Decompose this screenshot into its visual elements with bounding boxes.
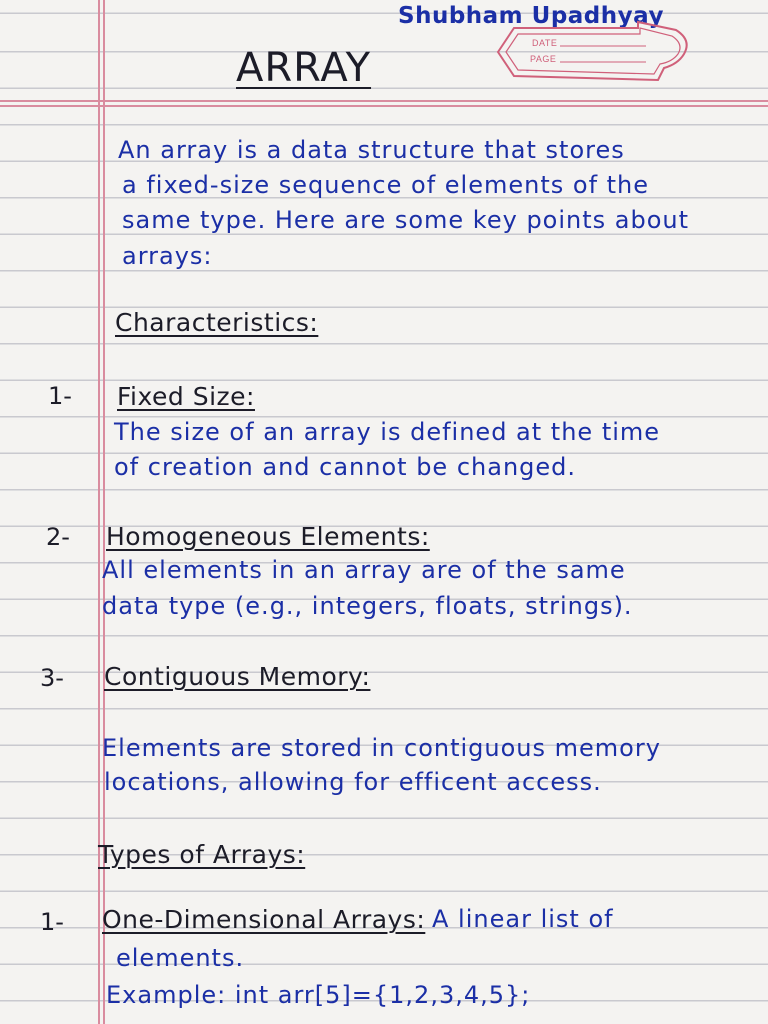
item-number: 2- [46, 523, 70, 551]
item-example: Example: int arr[5]={1,2,3,4,5}; [106, 981, 531, 1009]
stamp-arrow-outline [488, 20, 694, 84]
intro-line-1: An array is a data structure that stores [118, 136, 625, 164]
item-description-cont: elements. [116, 944, 245, 972]
item-number: 3- [40, 664, 64, 692]
stamp-date-label: DATE [532, 38, 558, 48]
types-heading: Types of Arrays: [98, 840, 306, 869]
margin-line-right [103, 0, 105, 1024]
header-line-bottom [0, 105, 768, 107]
item-line: of creation and cannot be changed. [114, 453, 577, 481]
item-line: locations, allowing for efficent access. [104, 768, 602, 796]
item-title-fixed-size: Fixed Size: [117, 382, 255, 411]
item-number: 1- [48, 382, 72, 410]
stamp-page-label: PAGE [530, 54, 557, 64]
page-title: ARRAY [236, 45, 372, 91]
intro-line-4: arrays: [122, 242, 213, 270]
item-line: The size of an array is defined at the time [114, 418, 661, 446]
item-title-homogeneous: Homogeneous Elements: [106, 522, 430, 551]
item-description: A linear list of [432, 905, 614, 933]
date-page-stamp [488, 20, 694, 84]
characteristics-heading: Characteristics: [115, 308, 319, 337]
author-name: Shubham Upadhyay [398, 3, 664, 29]
intro-line-3: same type. Here are some key points about [122, 206, 690, 234]
header-line-top [0, 100, 768, 102]
item-line: All elements in an array are of the same [102, 556, 626, 584]
margin-line-left [98, 0, 100, 1024]
intro-line-2: a fixed-size sequence of elements of the [122, 171, 650, 199]
item-title-contiguous: Contiguous Memory: [104, 662, 371, 691]
item-title-one-dimensional: One-Dimensional Arrays: [102, 905, 426, 934]
item-line: data type (e.g., integers, floats, strings). [102, 592, 633, 620]
item-line: Elements are stored in contiguous memory [102, 734, 661, 762]
item-number: 1- [40, 908, 64, 936]
